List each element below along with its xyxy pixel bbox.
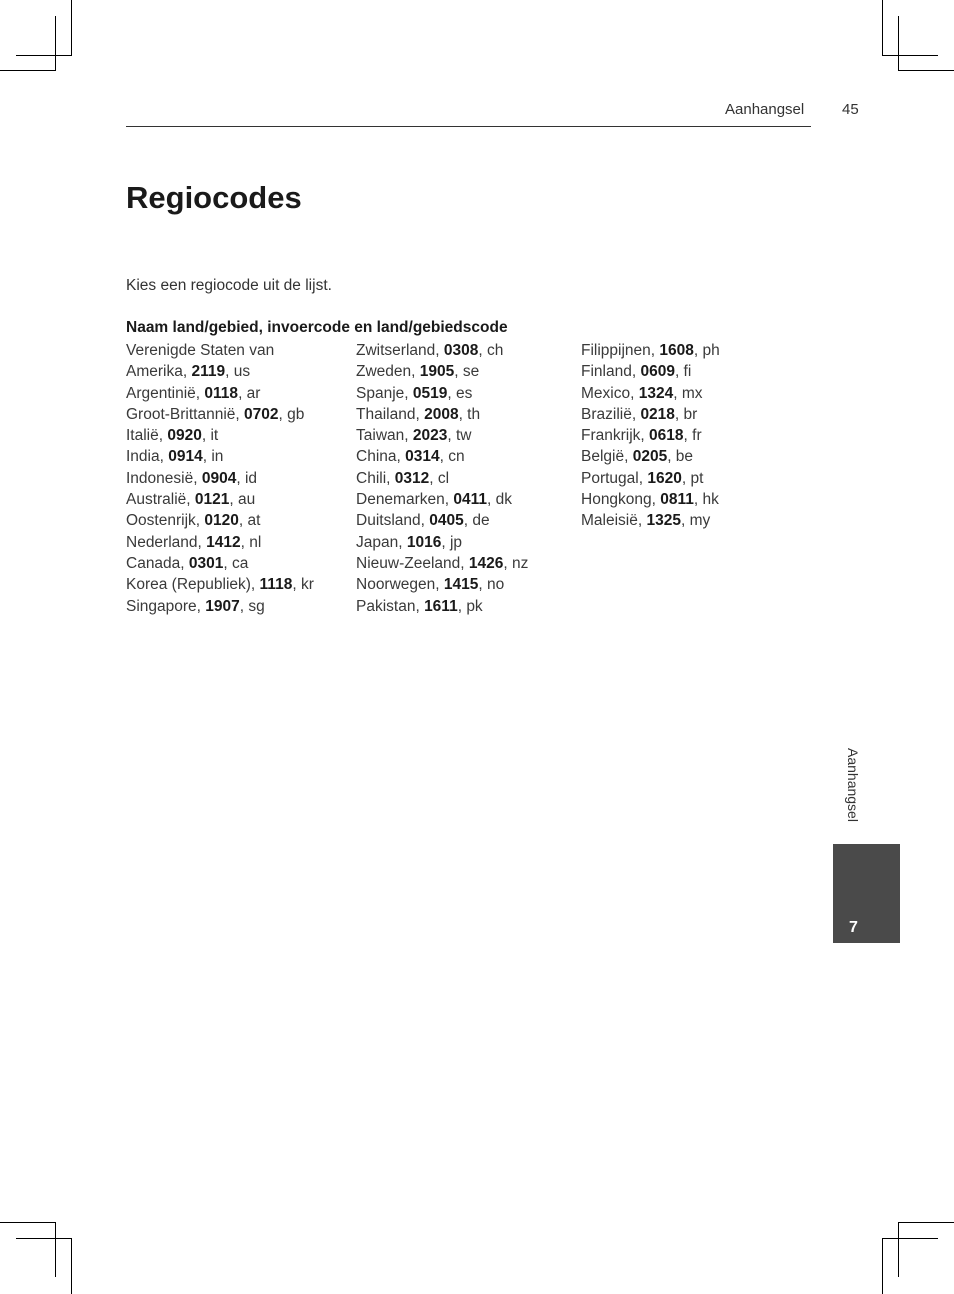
region-entry xyxy=(126,510,314,531)
region-input-code: 0314 xyxy=(405,448,440,466)
region-entry xyxy=(356,425,528,446)
region-country-code: , be xyxy=(667,448,694,466)
region-name: Spanje, xyxy=(356,384,413,402)
region-name: Oostenrijk, xyxy=(126,512,205,530)
region-entry xyxy=(356,532,528,553)
region-entry xyxy=(126,425,314,446)
region-name: Portugal, xyxy=(581,469,648,487)
region-input-code: 0118 xyxy=(204,384,239,402)
region-country-code: , jp xyxy=(441,533,463,551)
region-name: Duitsland, xyxy=(356,512,430,530)
region-input-code: 1608 xyxy=(659,342,694,359)
region-name: België, xyxy=(581,448,633,466)
region-country-code: , my xyxy=(680,512,711,530)
region-name: Frankrijk, xyxy=(581,427,650,445)
region-country-code: , pt xyxy=(681,469,704,487)
region-country-code: , de xyxy=(463,512,490,530)
region-name: Taiwan, xyxy=(356,427,413,445)
region-entry xyxy=(126,446,314,467)
region-country-code: , sg xyxy=(239,597,265,615)
region-entry xyxy=(126,574,314,595)
region-name: Zweden, xyxy=(356,363,420,381)
region-input-code: 1412 xyxy=(206,533,241,551)
region-name: Korea (Republiek), xyxy=(126,576,260,594)
region-name: Denemarken, xyxy=(356,491,454,509)
region-input-code: 0205 xyxy=(632,448,668,466)
region-entry xyxy=(356,383,528,404)
region-name: Singapore, xyxy=(126,597,206,615)
region-input-code: 0405 xyxy=(429,512,464,530)
region-input-code: 1426 xyxy=(468,554,504,572)
region-name: Mexico, xyxy=(581,384,639,402)
region-entry xyxy=(356,553,528,574)
region-name: Thailand, xyxy=(356,405,425,423)
region-country-code: , ar xyxy=(238,384,261,402)
region-entry xyxy=(581,340,720,361)
side-section-label: Aanhangsel xyxy=(845,748,861,822)
region-entry xyxy=(581,510,720,531)
region-entry xyxy=(356,404,528,425)
region-entry xyxy=(356,446,528,467)
chapter-number: 7 xyxy=(849,919,858,936)
region-entry xyxy=(126,340,314,361)
region-entry xyxy=(356,361,528,382)
region-column-2 xyxy=(356,340,528,617)
region-entry xyxy=(581,361,720,382)
region-entry xyxy=(356,574,528,595)
region-country-code: , es xyxy=(447,384,473,402)
region-entry xyxy=(126,596,314,617)
region-country-code: , cn xyxy=(439,448,465,466)
region-country-code: , br xyxy=(674,405,698,423)
region-input-code: 1620 xyxy=(647,469,682,487)
region-entry xyxy=(581,468,720,489)
page-number: 45 xyxy=(842,101,859,118)
region-country-code: , ch xyxy=(478,342,504,359)
region-country-code: , in xyxy=(202,448,224,466)
region-name: Amerika, xyxy=(126,363,192,381)
region-input-code: 0308 xyxy=(443,342,479,359)
region-input-code: 0301 xyxy=(188,554,224,572)
region-input-code: 0904 xyxy=(201,469,237,487)
page-title: Regiocodes xyxy=(126,180,302,215)
region-input-code: 0914 xyxy=(168,448,203,466)
region-column-3 xyxy=(581,340,720,532)
region-entry xyxy=(356,510,528,531)
region-input-code: 2023 xyxy=(412,427,448,445)
region-country-code: , us xyxy=(225,363,251,381)
region-name: India, xyxy=(126,448,169,466)
region-name: Finland, xyxy=(581,363,641,381)
region-entry xyxy=(126,404,314,425)
intro-text: Kies een regiocode uit de lijst. xyxy=(126,277,332,294)
region-name: Italië, xyxy=(126,427,168,445)
region-country-code: , at xyxy=(238,512,261,530)
region-name: Argentinië, xyxy=(126,384,205,402)
region-name: Indonesië, xyxy=(126,469,202,487)
region-entry xyxy=(126,489,314,510)
region-country-code: , th xyxy=(458,405,481,423)
region-input-code: 1325 xyxy=(646,512,681,530)
region-name: Chili, xyxy=(356,469,395,487)
region-country-code: , id xyxy=(236,469,258,487)
region-name: Hongkong, xyxy=(581,491,661,509)
region-country-code: , mx xyxy=(673,384,703,402)
region-input-code: 0609 xyxy=(640,363,675,381)
region-name: Filippijnen, xyxy=(581,342,660,359)
region-entry xyxy=(581,489,720,510)
region-input-code: 2008 xyxy=(424,405,459,423)
region-name: Groot-Brittannië, xyxy=(126,405,245,423)
region-entry xyxy=(581,425,720,446)
region-name: Nieuw-Zeeland, xyxy=(356,554,469,572)
region-input-code: 1016 xyxy=(406,533,442,551)
region-input-code: 0702 xyxy=(244,405,279,423)
region-table-heading: Naam land/gebied, invoercode en land/gebiedscode xyxy=(126,319,508,336)
region-input-code: 1907 xyxy=(205,597,240,615)
region-country-code: , it xyxy=(201,427,219,445)
region-entry xyxy=(356,489,528,510)
region-input-code: 1611 xyxy=(424,597,458,615)
region-entry xyxy=(356,468,528,489)
region-input-code: 1415 xyxy=(443,576,479,594)
region-country-code: , pk xyxy=(457,597,483,615)
region-country-code: , ca xyxy=(223,554,249,572)
region-input-code: 0920 xyxy=(167,427,202,445)
region-name: Brazilië, xyxy=(581,405,641,423)
region-input-code: 0519 xyxy=(412,384,448,402)
region-input-code: 1118 xyxy=(259,576,293,594)
region-input-code: 0411 xyxy=(453,491,487,509)
region-entry xyxy=(356,340,528,361)
region-name: Japan, xyxy=(356,533,407,551)
region-name: Noorwegen, xyxy=(356,576,444,594)
region-country-code: , nl xyxy=(240,533,262,551)
region-name: Canada, xyxy=(126,554,189,572)
region-input-code: 1324 xyxy=(638,384,674,402)
region-entry xyxy=(581,446,720,467)
region-entry xyxy=(126,553,314,574)
region-name: Australië, xyxy=(126,491,195,509)
region-country-code: , fr xyxy=(683,427,702,445)
region-name: Verenigde Staten van xyxy=(126,342,275,359)
region-input-code: 0811 xyxy=(660,491,694,509)
region-country-code: , se xyxy=(454,363,480,381)
region-name: Zwitserland, xyxy=(356,342,444,359)
region-entry xyxy=(126,532,314,553)
region-country-code: , gb xyxy=(278,405,305,423)
region-country-code: , hk xyxy=(693,491,719,509)
region-input-code: 2119 xyxy=(191,363,226,381)
header-rule xyxy=(126,126,811,127)
region-entry xyxy=(581,383,720,404)
region-country-code: , au xyxy=(229,491,256,509)
region-country-code: , ph xyxy=(693,342,720,359)
region-name: Pakistan, xyxy=(356,597,425,615)
region-name: China, xyxy=(356,448,406,466)
region-country-code: , tw xyxy=(447,427,472,445)
region-entry xyxy=(126,468,314,489)
region-input-code: 0218 xyxy=(640,405,675,423)
region-entry xyxy=(126,383,314,404)
region-entry xyxy=(581,404,720,425)
region-input-code: 0312 xyxy=(394,469,430,487)
region-input-code: 1905 xyxy=(419,363,455,381)
region-column-1 xyxy=(126,340,314,617)
chapter-tab xyxy=(833,844,900,943)
region-entry xyxy=(356,596,528,617)
region-name: Nederland, xyxy=(126,533,207,551)
region-entry xyxy=(126,361,314,382)
region-country-code: , fi xyxy=(674,363,692,381)
region-country-code: , kr xyxy=(292,576,314,594)
region-input-code: 0121 xyxy=(194,491,230,509)
region-input-code: 0120 xyxy=(204,512,239,530)
region-input-code: 0618 xyxy=(649,427,684,445)
running-header-section: Aanhangsel xyxy=(725,101,805,118)
region-name: Maleisië, xyxy=(581,512,647,530)
region-country-code: , dk xyxy=(487,491,512,509)
region-country-code: , nz xyxy=(503,554,529,572)
region-country-code: , no xyxy=(478,576,505,594)
region-country-code: , cl xyxy=(429,469,450,487)
